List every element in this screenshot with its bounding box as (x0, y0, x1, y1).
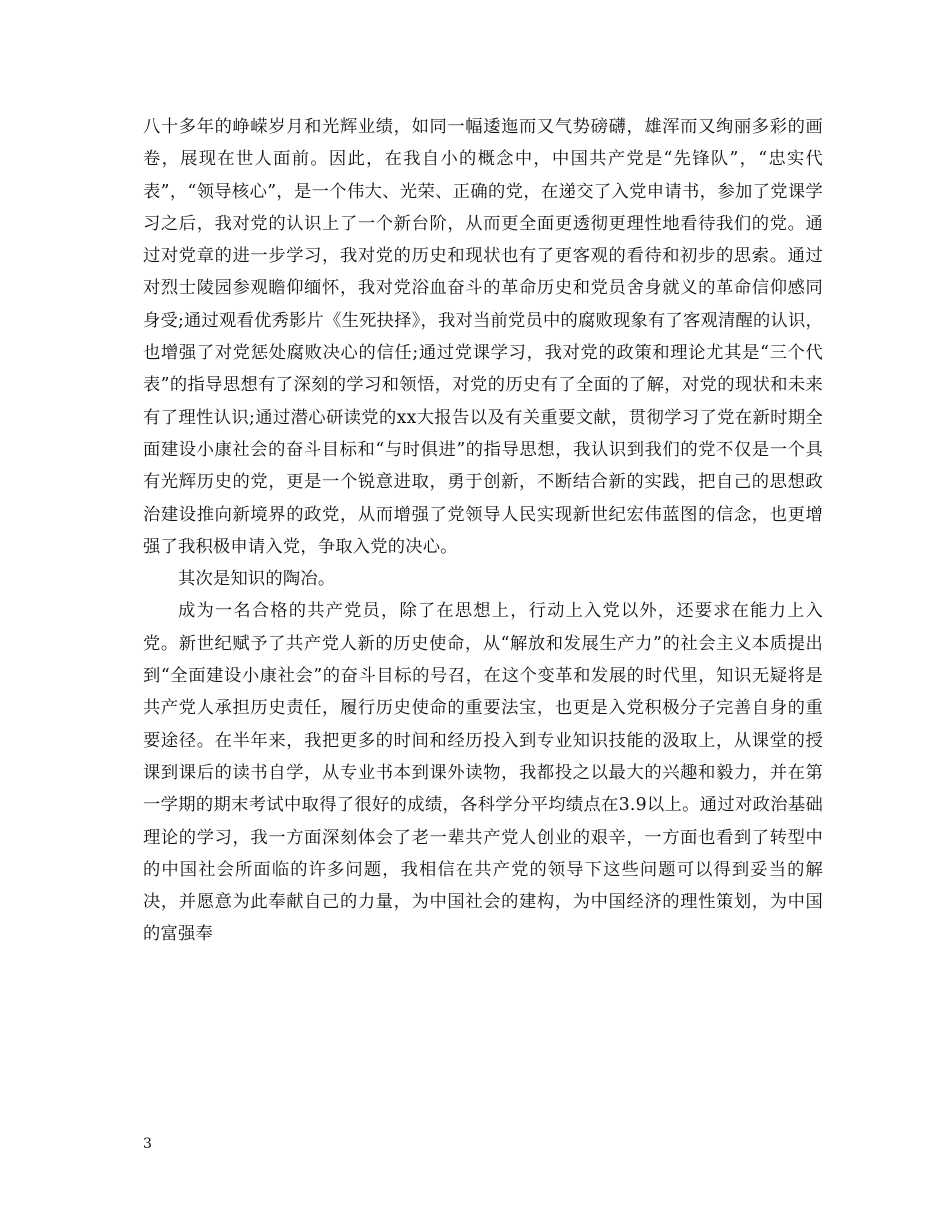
page-number: 3 (143, 1136, 152, 1152)
body-text (143, 111, 823, 951)
paragraph-knowledge-heading: 其次是知识的陶冶。 (178, 569, 336, 590)
paragraph-knowledge-ability: 成为一名合格的共产党员，除了在思想上，行动上入党以外，还要求在能力上入党。新世纪赋予了共产党人新的历史使命，从“解放和发展生产力”的社会主义本质提出到“全面建设小康社会”的奋斗目标的号召，在这个变革和发展的时代里，知识无疑将是共产党人承担历史责任，履行历史使命的重要法宝，也更是入党积极分子完善自身的重要途径。在半年来，我把更多的时间和经历投入到专业知识技能的汲取上，从课堂的授课到课后的读书自学，从专业书本到课外读物，我都投之以最大的兴趣和毅力，并在第一学期的期末考试中取得了很好的成绩，各科学分平均绩点在3.9以上。通过对政治基础理论的学习，我一方面深刻体会了老一辈共产党人创业的艰辛，一方面也看到了转型中的中国社会所面临的许多问题，我相信在共产党的领导下这些问题可以得到妥当的解决，并愿意为此奉献自己的力量，为中国社会的建构，为中国经济的理性策划，为中国的富强奉 (143, 601, 823, 945)
paragraph-party-understanding: 八十多年的峥嵘岁月和光辉业绩，如同一幅逶迤而又气势磅礴，雄浑而又绚丽多彩的画卷，展现在世人面前。因此，在我自小的概念中，中国共产党是“先锋队”，“忠实代表”，“领导核心”，是一个伟大、光荣、正确的党，在递交了入党申请书，参加了党课学习之后，我对党的认识上了一个新台阶，从而更全面更透彻更理性地看待我们的党。通过对党章的进一步学习，我对党的历史和现状也有了更客观的看待和初步的思索。通过对烈士陵园参观瞻仰缅怀，我对党浴血奋斗的革命历史和党员舍身就义的革命信仰感同身受;通过观看优秀影片《生死抉择》，我对当前党员中的腐败现象有了客观清醒的认识，也增强了对党惩处腐败决心的信任;通过党课学习，我对党的政策和理论尤其是“三个代表”的指导思想有了深刻的学习和领悟，对党的历史有了全面的了解，对党的现状和未来有了理性认识;通过潜心研读党的xx大报告以及有关重要文献，贯彻学习了党在新时期全面建设小康社会的奋斗目标和“与时俱进”的指导思想，我认识到我们的党不仅是一个具有光辉历史的党，更是一个锐意进取，勇于创新，不断结合新的实践，把自己的思想政治建设推向新境界的政党，从而增强了党领导人民实现新世纪宏伟蓝图的信念，也更增强了我积极申请入党，争取入党的决心。 (143, 117, 823, 557)
